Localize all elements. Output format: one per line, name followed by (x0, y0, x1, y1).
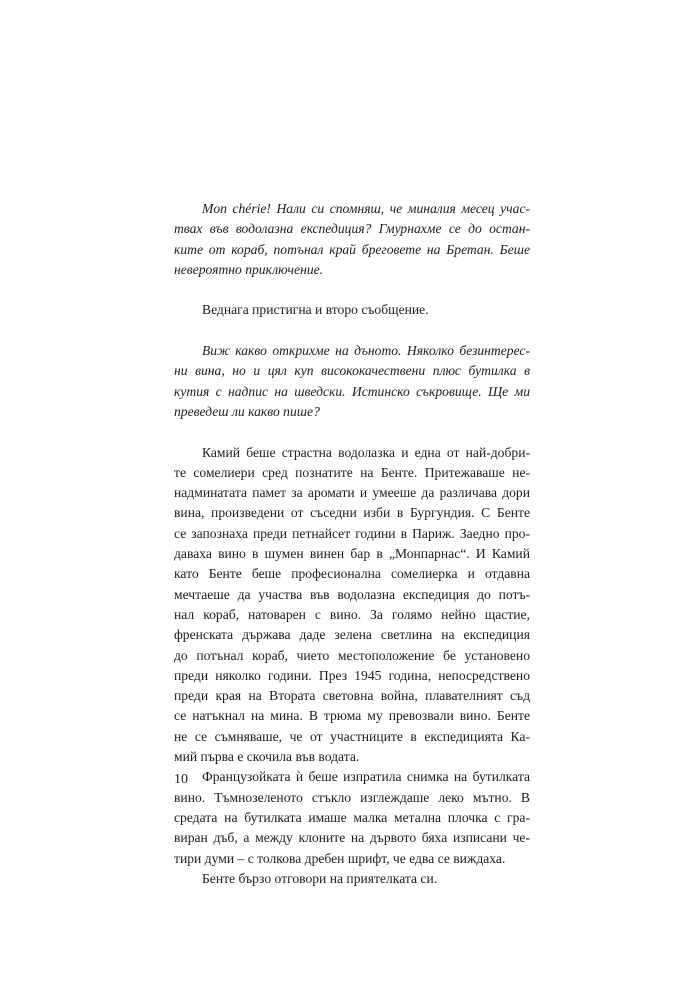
text-line: френската държава даде зелена светлина на експедиция (174, 627, 530, 643)
text-line: Веднага пристигна и второ съобщение. (202, 302, 429, 318)
text-line: надминатата памет за аромати и умееше да различава дори (174, 485, 530, 501)
paragraph-bottle-photo (174, 767, 530, 868)
text-line: вина, произведени от съседни изби в Бургундия. С Бенте (174, 505, 530, 521)
paragraph-second-message-note (174, 300, 530, 320)
text-line: Камий беше страстна водолазка и една от най-добри- (202, 444, 530, 460)
text-line: ни вина, но и цял куп висококачествени плюс бутилка в (174, 363, 530, 379)
text-line: като Бенте беше професионална сомелиерка и отдавна (174, 566, 530, 582)
text-line: виран дъб, а между клоните на дървото бяха изписани че- (174, 830, 530, 846)
text-line: те сомелиери сред познатите на Бенте. Притежаваше не- (174, 464, 530, 480)
text-line: преди края на Втората световна война, плавателният съд (174, 688, 530, 704)
text-line: мий първа е скочила във водата. (174, 749, 360, 765)
text-line: средата на бутилката имаше малка метална плочка с гра- (174, 809, 530, 825)
text-line: Виж какво открихме на дъното. Няколко безинтерес- (202, 343, 530, 359)
text-line: невероятно приключение. (174, 261, 324, 277)
text-line: до потънал кораб, чието местоположение бе установено (174, 647, 530, 663)
paragraph-camille (174, 443, 530, 768)
page-number: 10 (174, 772, 188, 787)
text-line: вино. Тъмнозеленото стъкло изглеждаше леко мътно. В (174, 789, 530, 805)
text-line: мечтаеше да участва във водолазна експедиция до потъ- (174, 586, 530, 602)
text-line: Бенте бързо отговори на приятелката си. (202, 870, 438, 886)
text-line: преди няколко години. През 1945 година, непосредствено (174, 667, 530, 683)
text-line: Французойката ѝ беше изпратила снимка на бутилката (202, 769, 530, 785)
page-body (174, 199, 530, 889)
text-line: Mon chérie! Нали си спомняш, че миналия месец учас- (202, 201, 530, 216)
text-line: тири думи – с толкова дребен шрифт, че едва се виждаха. (174, 850, 506, 866)
text-line: се запознаха преди петнайсет години в Париж. Заедно про- (174, 525, 530, 541)
text-line: ките от кораб, потънал край бреговете на Бретан. Беше (174, 241, 530, 257)
text-line: преведеш ли какво пише? (174, 403, 320, 419)
text-line: се натъкнал на мина. В трюма му превозвали вино. Бенте (174, 708, 530, 724)
text-line: не се съмняваше, че от участниците в експедицията Ка- (174, 728, 530, 744)
text-line: кутия с надпис на шведски. Истинско съкровище. Ще ми (174, 383, 530, 399)
text-line: даваха вино в шумен винен бар в „Монпарнас“. И Камий (174, 546, 530, 562)
paragraph-message-one (174, 199, 530, 280)
paragraph-reply (174, 869, 530, 889)
paragraph-message-two (174, 341, 530, 422)
text-line: твах във водолазна експедиция? Гмурнахме се до остан- (174, 221, 530, 237)
text-line: нал кораб, натоварен с вино. За голямо нейно щастие, (174, 606, 530, 622)
